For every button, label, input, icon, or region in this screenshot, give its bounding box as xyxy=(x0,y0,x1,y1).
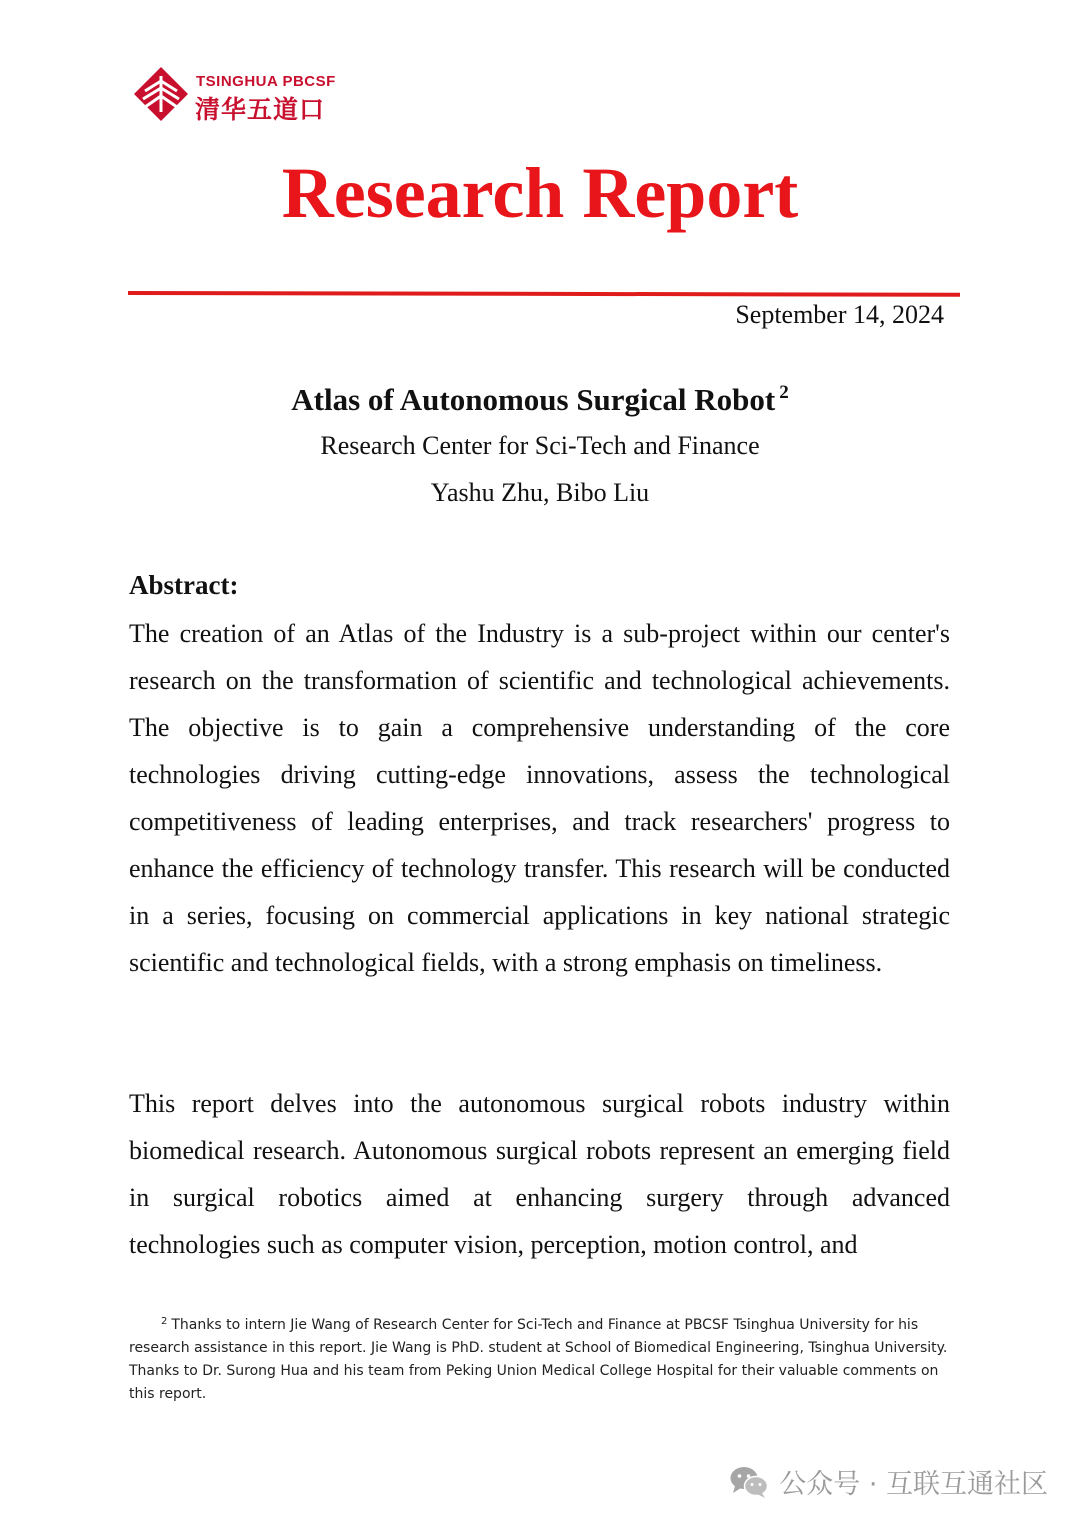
logo-name-cn: 清华五道口 xyxy=(195,95,326,124)
title-footnote-mark: 2 xyxy=(779,382,789,403)
abstract-paragraph-2: This report delves into the autonomous surgical robots industry within biomedical research. Autonomous surgical robots represent an emerging field in surgical robotics aimed at enhancing surgery through advanced technologies such as computer vision, perception, motion control, and xyxy=(129,1089,950,1259)
watermark xyxy=(729,1462,1048,1501)
abstract-heading: Abstract: xyxy=(129,570,239,600)
affiliation: Research Center for Sci-Tech and Finance xyxy=(320,431,760,460)
publisher-logo xyxy=(133,66,373,126)
footnote-text: Thanks to intern Jie Wang of Research Center for Sci-Tech and Finance at PBCSF Tsinghua University for his research assistance in this report. Jie Wang is PhD. student at School of Biomedical Engineering, Tsinghua University. Thanks to Dr. Surong Hua and his team from Peking Union Medical College Hospital for their valuable comments on this report. xyxy=(129,1317,948,1402)
footnote-mark: 2 xyxy=(161,1316,168,1327)
document-title-text: Atlas of Autonomous Surgical Robot xyxy=(291,382,776,417)
report-title: Research Report xyxy=(281,153,799,233)
logo-emblem-icon xyxy=(133,66,189,122)
report-date: September 14, 2024 xyxy=(735,300,944,329)
watermark-text: 公众号 · 互联互通社区 xyxy=(779,1469,1048,1500)
document-title xyxy=(0,372,1080,421)
footnote xyxy=(129,1310,954,1406)
abstract-paragraph-1: The creation of an Atlas of the Industry is a sub-project within our center's research on the transformation of scientific and technological achievements. The objective is to gain a comprehensive understanding of the core technologies driving cutting-edge innovations, assess the technological competitiveness of leading enterprises, and track researchers' progress to enhance the efficiency of technology transfer. This research will be conducted in a series, focusing on commercial applications in key national strategic scientific and technological fields, with a strong emphasis on timeliness. xyxy=(129,619,950,977)
authors: Yashu Zhu, Bibo Liu xyxy=(430,478,650,507)
header-divider xyxy=(128,291,960,297)
logo-name-en: TSINGHUA PBCSF xyxy=(196,73,336,90)
wechat-icon xyxy=(729,1465,769,1499)
